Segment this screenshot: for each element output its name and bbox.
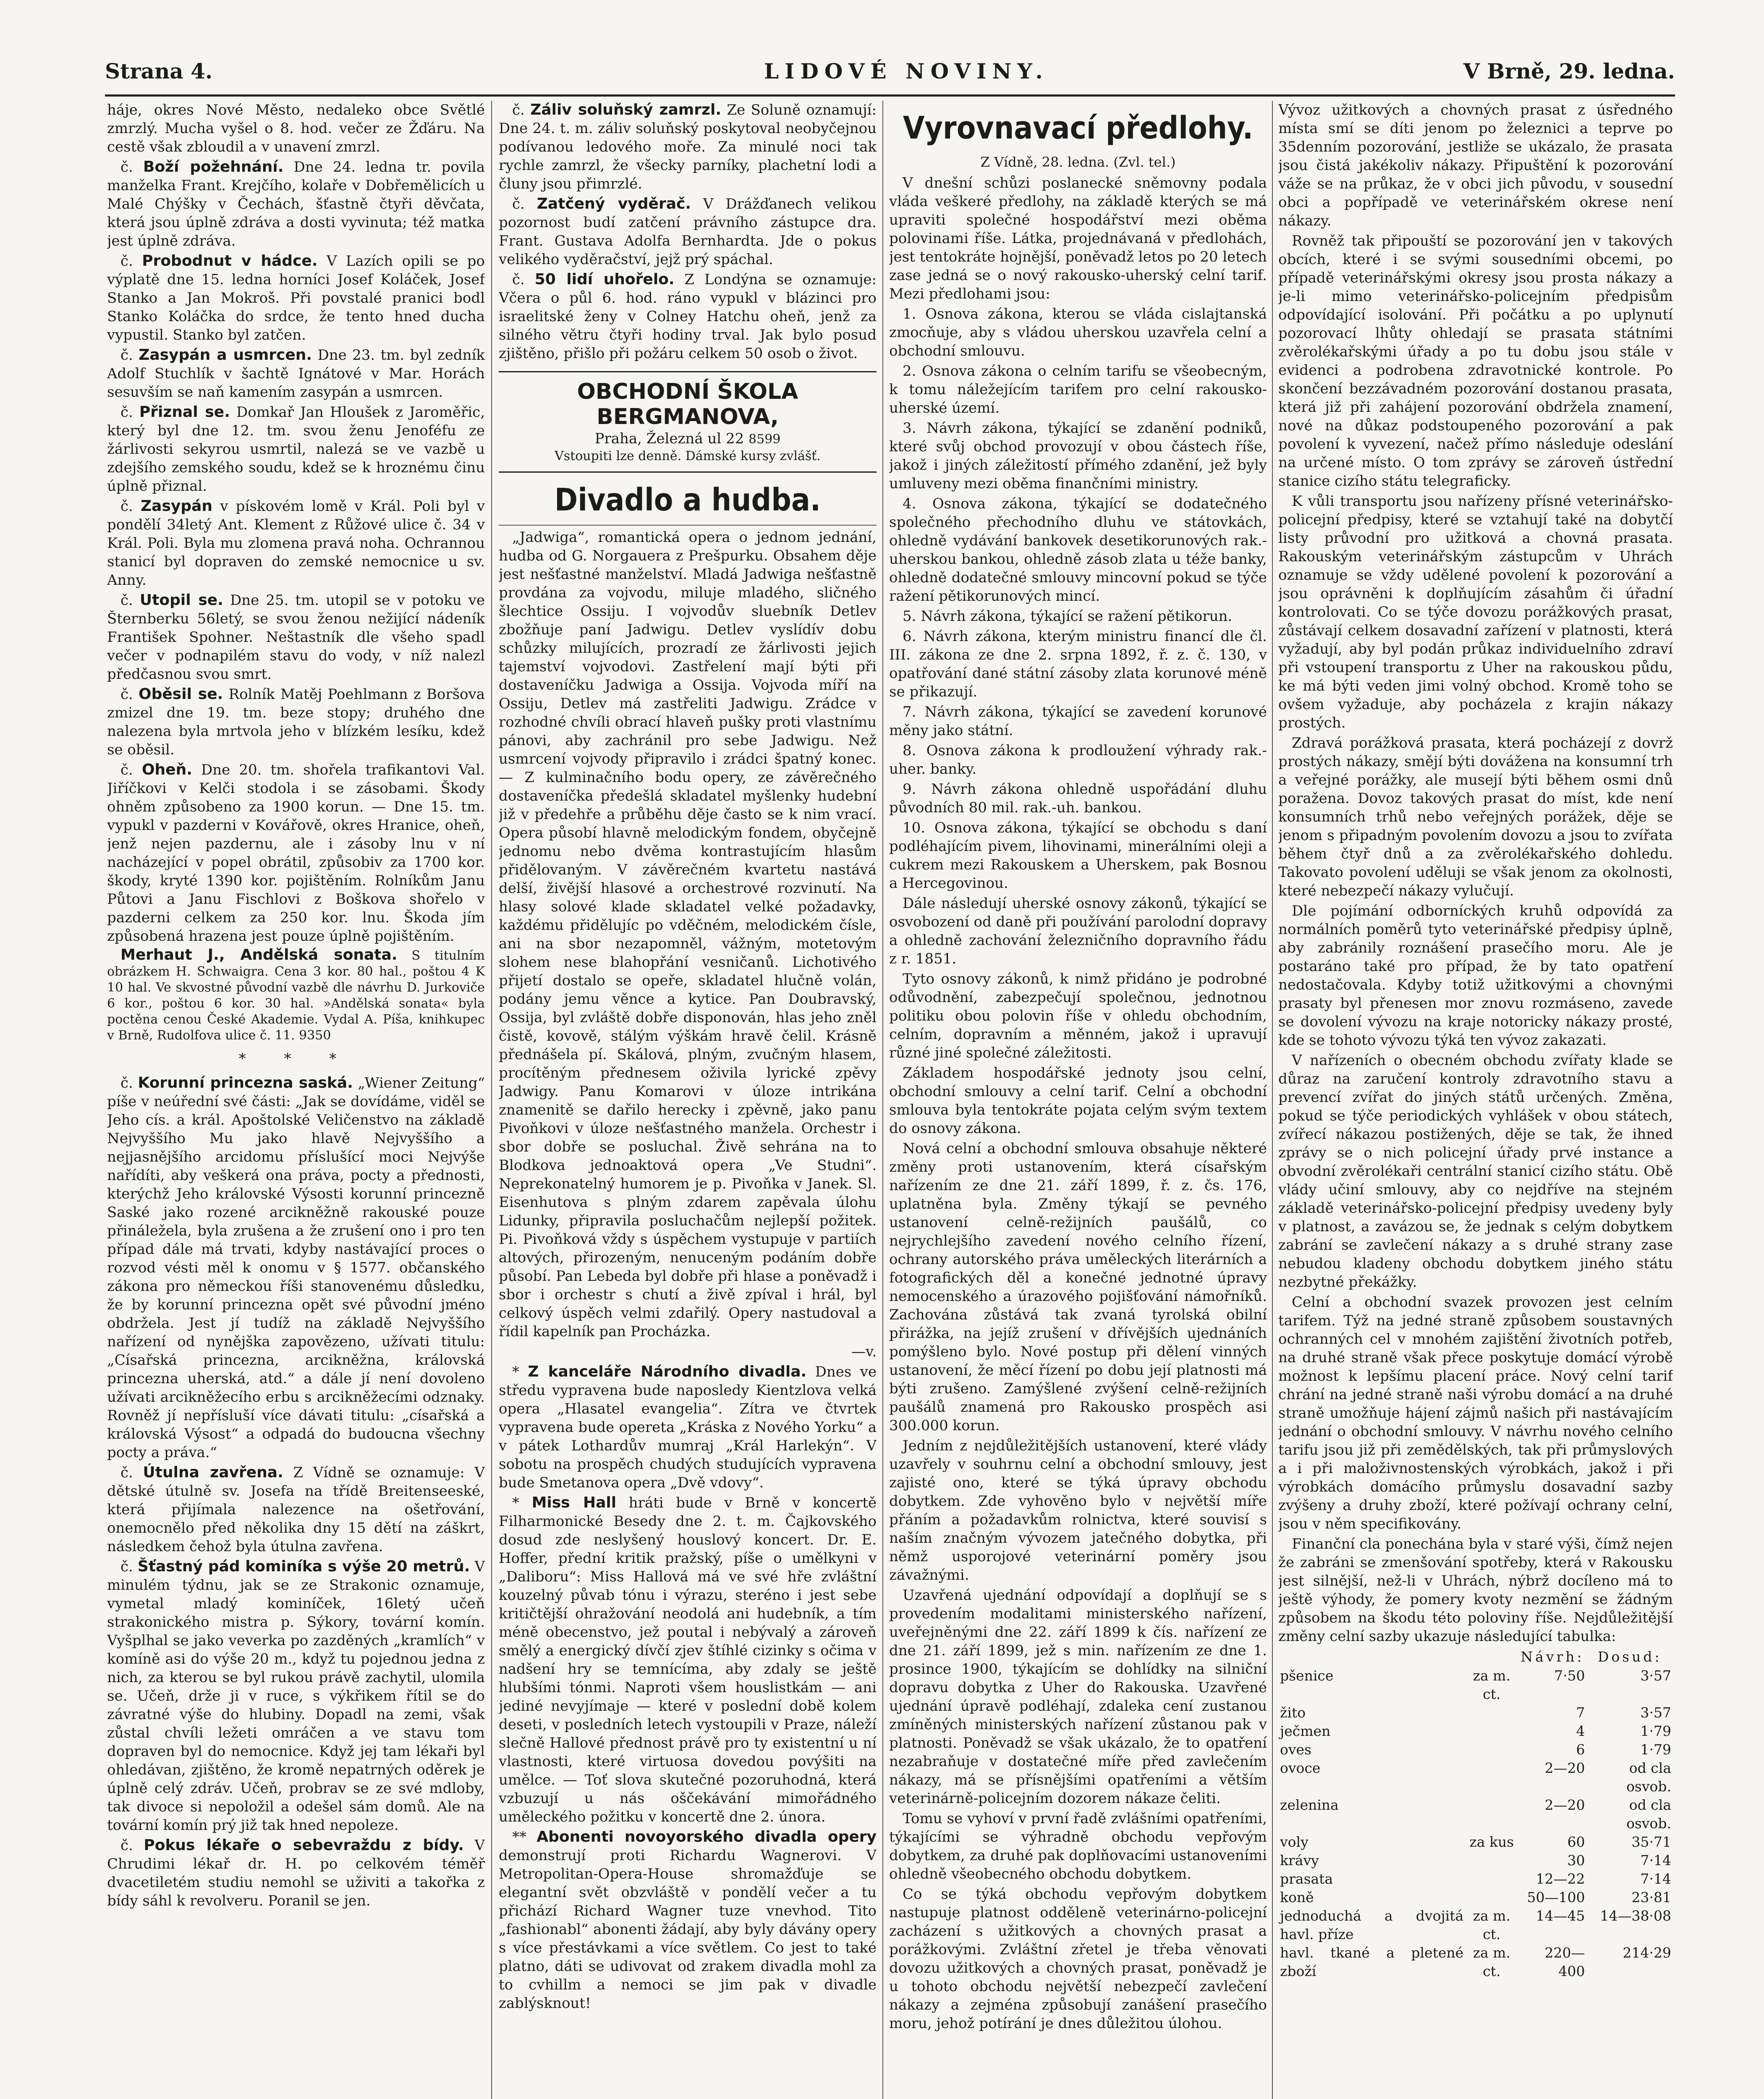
header-rule [105,94,1675,97]
tariff-col-proposal: Návrh: [1521,1649,1584,1665]
column-divider [882,101,883,2099]
news-item: č. Korunní princezna saská. „Wiener Zeitung“ píše v neúřední své části: „Jak se dovídáme, viděl se Jeho cís. a král. Apoštolské Veličenstvo na základě Nejvyššího Mu jako hlavě Nejvyššího a nejjasnějšího arcidomu příslušící moci Nejvýše nařídíti, aby veškerá ona práva, pocty a přednosti, kterýchž Jeho královské Výsosti korunní princezně Saské jako rozené arcikněžně rakouské pouze přináležela, byla zrušena a že zrušení ono i pro ten případ dále má trvati, kdyby nastávající proces o rozvod vésti měl k onomu v § 1577. občanského zákona pro německou říši stanovenému důsledku, že by korunní princezna opět své původní jméno obdržela. Jest jí tudíž na základě Nejvyššího nařízení od nynějška zapovězeno, užívati titulu: „Císařská princezna, arcikněžna, královská princezna uherská, atd.“ a dále jí není dovoleno užívati arcikněžecího erbu s arcikněžecími odznaky. Rovněž jí nepřísluší více dávati titulu: „císařská a královská Výsost“ a odpadá do budoucna všechny pocty a práva.“ [107,1074,485,1461]
title-rule [499,525,877,526]
table-row [1278,1667,1673,1704]
book-title: Merhaut J., Andělská sonata. [120,946,398,963]
tariff-table [1278,1647,1673,1981]
news-headline: Šťastný pád kominíka s výše 20 metrů. [137,1558,470,1575]
tariff-unit: za m. ct. [1473,1667,1510,1702]
news-body: demonstrují proti Richardu Wagnerovi. V Metropolitan-Opera-House shromažďuje se elegantní svět obzvláště v pondělí večer a tu přichází Richard Wagner tuze vnevhod. Tito „fashionabl“ abonenti žádají, aby byly dávány opery s více přestávkami a více světlem. Co jest to také platno, dáti se udivovat od zrakem divadla mohl za to cvhillm a nemoci se jim pak v divadle zablýsknout! [499,1847,877,2012]
tariff-col-current: Dosud: [1597,1649,1662,1665]
news-body: Domkař Jan Hloušek z Jaroměřic, který byl dne 12. tm. svou ženu Jenoféfu ze žárlivosti sekyrou usmrtil, nalezá se ve vazbě u zdejšího zemského soudu, kdež se k hroznému činu úplně přiznal. [107,404,485,495]
tariff-item: oves [1280,1741,1311,1758]
tariff-item: prasata [1280,1871,1333,1887]
ad-note: Vstoupiti lze denně. Dámské kursy zvlášť. [555,449,821,463]
bill-item: 9. Návrh zákona ohledně uspořádání dluhu původních 80 mil. rak.-uh. bankou. [889,781,1267,816]
news-item: č. Záliv soluňský zamrzl. Ze Soluně oznamují: Dne 24. t. m. záliv soluňský poskytoval neobyčejnou podívanou ledového moře. Za minulé noci tak rychle zamrzl, že všecky parníky, plachetní lodi a čluny jsou přimrzlé. [499,101,877,192]
review-text: „Jadwiga“, romantická opera o jednom jednání, hudba od G. Norgauera z Prešpurku. Obsahem děje jest nešťastné manželství. Mladá Jadwiga nešťastně provdána za vojvodu, miluje mladého, sličného šlechtice Ossiju. I vojvodův sluebník Detlev zbožňuje paní Jadwigu. Detlev vyslídív dobu schůzky milujících, prozradí ze žárlivosti jejich tajemství vojvodovi. Zastřelení mají býti při dostaveníčku Jadwiga a Ossija. Vojvoda míří na Ossiju, Detlev má zastřeliti Jadwigu. Zrádce v rozhodné chvíli obrací hlaveň pušky proti vlastnímu pánovi, aby zachránil pro sebe Jadwigu. Než usmrcení vojvody připravilo i zrádci špatný konec. — Z kulminačního bodu opery, ze závěrečného dostaveníčka předešlá skladatel myšlenky hudební již v předehře a průběhu děje často se k nim vrací. Opera působí hlavně melodickým fondem, obyčejně jednomu nebo dvěma kontrastujícím hlasům přidělovaným. V závěrečném kvartetu nastává delší, živější hlasové a orchestrové rozvinutí. Na hlasy solové klade skladatel velké požadavky, každému přidělujíc po vděčném, melodickém čísle, ani na sbor nezapomněl, vážným, motetovým slohem nese blahopřání vesničanů. Lichotivého přijetí dostalo se opeře, skladatel hlučně volán, podány jemu věnce a kytice. Pan Doubravský, Ossija, byl zvláště dobře disponován, hlas jeho zněl čistě, kovově, stálým výškám hravě čelil. Krásně přednášela pí. Skálová, plným, zvučným hlasem, procítěným přednesem oživila lyrické zpěvy Jadwigy. Panu Komarovi v úloze intrikána znamenitě se dařilo herecky i zpěvně, jako panu Pivoňkovi v úloze nešťastného manžela. Orchestr i sbor dobře se posluchal. Živě sehrána na to Blodkova jednoaktová opera „Ve Studni“. Neprekonatelný humorem je p. Pivoňka v Janek. Sl. Eisenhutova s plným zdarem zapěvala úlohu Lidunky, připravila posluchačům nejlepší požitek. Pi. Pivoňková vždy s úspěchem vystupuje v partiích altových, přirozeným, nenuceným podáním dobře působí. Pan Lebeda byl dobře při hlase a poněvadž i sbor i orchestr s chutí a živě zpíval i hrál, byl celkový úspěch velmi zdařilý. Opery nastudoval a řídil kapelník pan Procházka. [499,529,877,1340]
table-row [1278,1944,1673,1981]
tariff-unit [1465,1740,1518,1759]
tariff-current: 3·57 [1640,1667,1671,1684]
tariff-current: 7·14 [1640,1852,1671,1869]
ad-address [499,429,877,448]
review-signature: —v. [851,1343,877,1360]
news-item: č. Šťastný pád kominíka s výše 20 metrů. V minulém týdnu, jak se ze Strakonic oznamuje, vymetal mladý kominíček, 16letý učeň strakonického mistra p. Sýkory, tovární komín. Vyšplhal se jako veverka po zazděných „kramlích“ v komíně asi do výše 20 m., když tu pojednou jedna z nich, za kterou se byl rukou právě zachytil, ulomila se. Učeň, drže ji v ruce, s výkřikem řítil se do závratné výše do hlubiny. Dopadl na zemi, však zůstal chvíli ležeti omráčen a ve stavu tom dopraven byl do nemocnice. Když jej tam lékaři byl ohledávan, zjištěno, že kromě nepatrných oděrek je úplně celý zdráv. Učeň, probrav se ze své mdloby, tak divoce si nepoložil a odešel sám domů. Ale na tovární komín prý již tak hned nepoleze. [107,1558,485,1834]
article-paragraph: V dnešní schůzi poslanecké sněmovny podala vláda veškeré předlohy, na základě kterých se má upraviti společné hospodářství mezi oběma polovinami říše. Látka, projednávaná v předlohách, jest tentokráte hojnější, poněvadž letos po 20 letech zase jedná se o nový rakousko-uherský celní tarif. Mezi předlohami jsou: [889,175,1267,302]
news-body: V Drážďanech velikou pozornost budí zatčení právního zástupce dra. Frant. Gustava Adolfa Bernhardta. Jde o pokus velikého vyděračství, jejž prý spáchal. [499,196,877,268]
tariff-unit [1465,1796,1518,1833]
ad-number: 9350 [299,1028,331,1043]
news-headline: Přiznal se. [139,403,230,421]
news-item: * Miss Hall hráti bude v Brně v koncertě Filharmonické Besedy dne 2. t. m. Čajkovského dosud zde neslyšený houslový koncert. Dr. E. Hoffer, přední kritik pražský, píše o umělkyni v „Daliboru“: Miss Hallová má ve své hře zvláštní kouzelný půvab tónu i výrazu, steréno i jest sebe kritičtější ohražování neodolá ani hudebník, a tím méně obecenstvo, jež poutal i nebývalý a zároveň smělý a energický dívčí zjev štíhlé cizinky s očima v nadšení hry se temnícíma, aby zdaly se ještě hlubšími tónmi. Naproti všem houslistkám — ani jediné nevyjímaje — které v poslední době kolem deseti, v posledních letech vystoupili v Praze, náleží slečně Hallové přednost právě pro ty existentní u ní vlastnosti, které virtuosa dovedou povýšiti na umělce. — Toť slova skutečné pozoruhodná, která vzbuzují u nás oščekávání mimořádného uměleckého požitku v koncertě dne 2. února. [499,1494,877,1825]
tariff-proposal: 14—45 [1536,1908,1585,1924]
bill-item: 5. Návrh zákona, týkající se ražení pětikorun. [903,608,1233,625]
news-headline: Miss Hall [531,1494,617,1511]
news-headline: Utopil se. [139,591,223,609]
tariff-current: 23·81 [1631,1889,1671,1905]
tariff-proposal: 50—100 [1527,1889,1585,1905]
article-paragraph: Rovněž tak připouští se pozorování jen v takových obcích, které i se svými sousedními obcemi, po případě veterinářskými okresy jsou prosta nákazy a je-li mimo veterinářsko-policejním předpisům odpovídající isolování. Při počátku a po uplynutí pozorovací lhůty ohledají se prasata státními zvěrolékařskými úřady a po tu dobu jsou stále v evidenci a podrobena zdravotnické kontrole. Po skončení bezzávadném pozorování dostanou prasata, která již při zahájení pozorování obdržela znamení, nové na důkaz podstoupeného pozorování a pak povolení k vyvezení, načež přímo následuje odeslání na určené místo. O tom zprávy se zároveň ústřední stanice cizího státu telegraficky. [1278,233,1673,489]
news-headline: Oheň. [141,761,192,778]
tariff-proposal: 60 [1567,1834,1585,1850]
tariff-unit [1465,1722,1518,1740]
table-row [1278,1833,1673,1851]
tariff-current: 3·57 [1640,1704,1671,1721]
table-row [1278,1796,1673,1833]
news-headline: 50 lidí uhořelo. [534,271,675,288]
bill-item: 4. Osnova zákona, týkající se dodatečného společného přechodního dluhu ve státovkách, ohledně vydávání bankovek desetikorunových rak.-uherskou bankou, ohledně zásob zlata u téže banky, ohledně dodatečné smlouvy mincovní pokud se týče ražení pětikorunových mincí. [889,495,1267,605]
tariff-body [1278,1667,1673,1981]
article-paragraph: Zdravá porážková prasata, která pocházejí z dovrž prostých nákazy, smějí býti dovážena na konsumní trh a veřejné porážky, ale musejí býti během osmi dnů poražena. Dovoz takových prasat do míst, kde není konsumních trhů nebo veřejných porážek, děje se jenom s připadným povolením dovozu a jsou to zvířata během čtyř dnů a za zvěrolékařského dohledu. Takovato povolení uděluji se však jenom za okolnosti, které nebezpečí nákazy vylučují. [1278,735,1673,899]
news-body: V Lazích opili se po výplatě dne 15. ledna horníci Josef Koláček, Josef Stanko a Jan Mokroš. Při povstalé pranici bodl Stanko Koláčka do srdce, že tento hned ducha vypustil. Stanko byl zatčen. [107,253,485,343]
tariff-unit [1465,1870,1518,1888]
article-paragraph: Celní a obchodní svazek provozen jest celním tarifem. Týž na jedné straně způsobem soustavných ochranných cel v mnohém zajištění životních potřeb, na druhé straně však přece poskytuje domácí výrobě možnost k lepšímu placení práce. Nový celní tarif chrání na jedné straně naši výrobu domácí a na druhé straně umožňuje hájení zájmů našich při nastávajícím jednání o obchodní smlouvy. V návrhu nového celního tarifu jsou již při zemědělských, tak při průmyslových a i při maloživnostenských výrobkách, jakož i při výrobkách domácího průmyslu dosavadní sazby zvýšeny a druhy zboží, které požívají ochrany celní, jsou v něm specifikovány. [1278,1294,1673,1532]
news-body: Z Vídně se oznamuje: V dětské útulně sv. Josefa na třídě Breitenseeské, která přijímala nalezence na ošetřování, onemocnělo před několika dny 15 dětí na záškrt, následkem čehož byla útulna zavřena. [107,1464,485,1555]
news-body: v pískovém lomě v Král. Poli byl v pondělí 34letý Ant. Klement z Růžové ulice č. 34 v Král. Poli. Byla mu zlomena pravá noha. Ochrannou stanicí byl dopraven do zemské nemocnice u sv. Anny. [107,498,485,589]
page-header [105,59,1675,92]
table-row [1278,1888,1673,1907]
tariff-item: havl. tkané a pletené zboží [1280,1945,1464,1979]
news-item: č. Útulna zavřena. Z Vídně se oznamuje: V dětské útulně sv. Josefa na třídě Breitenseeské, která přijímala nalezence na ošetřování, onemocnělo před několika dny 15 dětí na záškrt, následkem čehož byla útulna zavřena. [107,1464,485,1555]
tariff-proposal: 7·50 [1554,1667,1585,1684]
bill-item: 7. Návrh zákona, týkající se zavedení korunové měny jako státní. [889,704,1267,739]
news-body: Dne 24. ledna tr. povila manželka Frant. Krejčího, kolaře v Dobřemělicích u Malé Chýšky v Čechách, šťastně čtyři děvčata, která jsou úplně zdráva a dosti vyvinuta; též matka jest úplně zdráva. [107,159,485,249]
news-body: Z Londýna se oznamuje: Včera o půl 6. hod. ráno vypukl v blázinci pro israelitské ženy v Colney Hatchu oheň, jenž za silného větru čtyři hodiny trval. Jak bylo posud zjištěno, přišlo při požáru celkem 50 osob o život. [499,271,877,362]
tariff-unit: za kus [1469,1834,1514,1850]
table-row [1278,1759,1673,1796]
tariff-item: jednoduchá a dvojitá havl. příze [1280,1908,1464,1942]
column-2 [499,101,877,2099]
tariff-item: ovoce [1280,1760,1321,1776]
tariff-col-item [1278,1647,1465,1667]
tariff-current: 14—38·08 [1600,1908,1671,1924]
news-body: Ze Soluně oznamují: Dne 24. t. m. záliv soluňský poskytoval neobyčejnou podívanou ledového moře. Za minulé noci tak rychle zamrzl, že všecky parníky, plachetní lodi a čluny jsou přimrzlé. [499,102,877,192]
column-divider [1272,101,1273,2099]
tariff-item: voly [1280,1834,1309,1850]
news-body: Dne 20. tm. shořela trafikantovi Val. Jiříčkovi v Kelči stodola i se zásobami. Škody ohněm způsobeno za 1900 korun. — Dne 15. tm. vypukl v pazderni v Kovářově, okres Hranice, oheň, jenž nejen pazdernu, ale i zásoby lnu v ní nacházející v popel obrátil, způsobiv za 1700 kor. škody, kryté 1390 kor. pojištěním. Rolníkům Janu Půtovi a Janu Fischlovi z Boškova shořelo v pazderni celkem za 250 kor. lnu. Škoda jím způsobená hrazena jest pouze úplně pojištěním. [107,762,485,945]
news-headline: Útulna zavřena. [143,1464,283,1481]
news-headline: Pokus lékaře o sebevraždu z bídy. [144,1837,464,1854]
tariff-current: od cla osvob. [1626,1797,1671,1832]
ad-number: 8599 [749,432,781,447]
article-paragraph: Dle pojímání odborníckých kruhů odpovídá za normálních poměrů tyto veterinářské předpisy úplně, aby zabránily roznášení prasečího moru. Ale je postaráno také pro případ, že by tato opatření nedostačovala. Kdyby totiž užitkovými a chovnými prasaty byl přenesen mor znovu rozmáseno, zavede se dovolení vývozu na kraje notoricky nákazy prosté, kde se tohoto vývozu týká ten vývoz zakazati. [1278,903,1673,1049]
tariff-proposal: 7 [1576,1704,1585,1721]
tariff-current: od cla osvob. [1626,1760,1671,1795]
news-body: Rolník Matěj Poehlmann z Boršova zmizel dne 19. tm. beze stopy; druhého dne nalezena byla mrtvola jeho v blízkém lesíku, kdež se oběsil. [107,686,485,758]
table-row [1278,1851,1673,1870]
article-text: háje, okres Nové Město, nedaleko obce Světlé zmrzlý. Mucha vyšel o 8. hod. večer ze Žďáru. Na cestě však zbloudil a v unavení zmrzl. [107,102,485,155]
tariff-current: 214·29 [1623,1945,1671,1961]
tariff-unit [1465,1759,1518,1796]
news-headline: Záliv soluňský zamrzl. [530,101,722,118]
issue-date: V Brně, 29. ledna. [1463,59,1675,84]
tariff-proposal: 30 [1567,1852,1585,1869]
table-row [1278,1907,1673,1944]
tariff-unit [1465,1704,1518,1722]
article-paragraph: Nová celní a obchodní smlouva obsahuje některé změny proti ustanovením, která císařským nařízením ze dne 21. září 1899, ř. z. čs. 176, uplatněna byla. Změny týkají se pevného ustanovení celně-režijních paušálů, co nejrychlejšího zavedení nového celního řízení, ochrany autorského práva uměleckých literárních a fotografických děl a konečné jednotné úpravy nemocenského a úrazového pojišťování námořníků. Zachována zůstává tak zvaná tyrolská obilní přirážka, na jejíž zrušení v dřívějších ujednáních pomýšleno bylo. Nové postup při dělení vinných ustanovení, že měcí řízení po dobu její platnosti má býti zrušeno. Zamýšlené zvýšení celně-režijních paušálů znamená pro Rakousko prospěch asi 300.000 korun. [889,1140,1267,1434]
article-paragraph: Finanční cla ponechána byla v staré výši, čímž nejen že zabráni se zmenšování spotřeby, která v Rakousku jest silnější, než-li v Uhrách, nýbrž docíleno má to ještě výhody, že pomery kvoty nezmění se žádným způsobem na škodu této poloviny říše. Nejdůležitější změny celní sazby ukazuje následující tabulka: [1278,1536,1673,1645]
news-body: V minulém týdnu, jak se ze Strakonic oznamuje, vymetal mladý kominíček, 16letý učeň strakonického mistra p. Sýkory, tovární komín. Vyšplhal se jako veverka po zazděných „kramlích“ v komíně asi do výše 20 m., když tu pojednou jedna z nich, za kterou se byl rukou právě zachytil, ulomila se. Učeň, drže ji v ruce, s výkřikem řítil se do závratné výše do hlubiny. Dopadl na zemi, však zůstal chvíli ležeti omráčen a ve stavu tom dopraven byl do nemocnice. Když jej tam lékaři byl ohledávan, zjištěno, že kromě nepatrných oděrek je úplně celý zdráv. Učeň, probrav se ze své mdloby, tak divoce si nepoložil a odešel sám domů. Ale na tovární komín prý již tak hned nepoleze. [107,1558,485,1834]
tariff-col-unit [1465,1647,1518,1667]
news-headline: Korunní princezna saská. [138,1074,353,1091]
tariff-proposal: 12—22 [1536,1871,1585,1887]
tariff-current: 1·79 [1640,1723,1671,1739]
table-row [1278,1722,1673,1740]
article-paragraph: Uzavřená ujednání odpovídají a doplňují se s provedením modalitami ministerského nařízení, uveřejněnými dne 22. září 1899 k čís. nařízení ze dne 21. září 1899, jež s min. nařízením ze dne 1. prosince 1900, týkajícím se dohlídky na silniční dopravu dobytka z Uher do Rakouska. Uzavřené ujednání úpravě podléhají, zdaleka cení zustanou zmíněných ministerských nařízení zůstanou pak v platnosti. Poněvadž se však ukázalo, že to opatření nezabraňuje v dostatečné míře před zavlečením nákazy, má se přísnějšími opatřeními a větším veterinárně-policejním dozorem nákaze čeliti. [889,1587,1267,1807]
tariff-proposal: 220—400 [1544,1945,1585,1979]
bill-item: 1. Osnova zákona, kterou se vláda cislajtanská zmocňuje, aby s vládou uherskou uzavřela celní a obchodní smlouvu. [889,306,1267,359]
news-item: č. Utopil se. Dne 25. tm. utopil se v potoku ve Šternberku 56letý, se svou ženou nežijící nádeník František Spohner. Neštastník dle všeho spadl večer v podnapilém stavu do vody, v níž nalezl předčasnou svou smrt. [107,591,485,683]
tariff-current: 1·79 [1640,1741,1671,1758]
tariff-proposal: 6 [1576,1741,1585,1758]
news-headline: Zatčený vyděrač. [537,195,691,212]
news-item: č. Probodnut v hádce. V Lazích opili se po výplatě dne 15. ledna horníci Josef Koláček, Josef Stanko a Jan Mokroš. Při povstalé pranici bodl Stanko Koláčka do srdce, že tento hned ducha vypustil. Stanko byl zatčen. [107,252,485,343]
article-paragraph: Vývoz užitkových a chovných prasat z úsředného místa smí se díti jenom po železnici a teprve po 35denním pozorování, jestliže se ukázalo, že prasata jsou čistá jakékoliv nákazy. Připuštění k pozorování váže se na průkaz, že v obci jich původu, v sousední obci a popřípadě ve veterinářském okrese není nákazy. [1278,102,1673,229]
news-headline: Zasypán a usmrcen. [139,346,312,364]
news-item: č. Oběsil se. Rolník Matěj Poehlmann z Boršova zmizel dne 19. tm. beze stopy; druhého dne nalezena byla mrtvola jeho v blízkém lesíku, kdež se oběsil. [107,686,485,758]
news-body: hráti bude v Brně v koncertě Filharmonické Besedy dne 2. t. m. Čajkovského dosud zde neslyšený houslový koncert. Dr. E. Hoffer, přední kritik pražský, píše o umělkyni v „Daliboru“: Miss Hallová má ve své hře zvláštní kouzelný půvab tónu i výrazu, steréno i jest sebe kritičtější ohražování neodolá ani hudebník, a tím méně obecenstvo, jež poutal i nebývalý a zároveň smělý a energický dívčí zjev štíhlé cizinky s očima v nadšení hry se temnícíma, aby zdaly se ještě hlubšími tónmi. Naproti všem houslistkám — ani jediné nevyjímaje — které v poslední době kolem deseti, v posledních letech vystoupili v Praze, náleží slečně Hallové přednost právě pro ty existentní u ní vlastnosti, které virtuosa dovedou povýšiti na umělce. — Toť slova skutečné pozoruhodná, která vzbuzují u nás oščekávání mimořádného uměleckého požitku v koncertě dne 2. února. [499,1494,877,1825]
tariff-item: pšenice [1280,1667,1334,1684]
article-paragraph: Dále následují uherské osnovy zákonů, týkající se osvobození od daně při používání parolodní dopravy a ohledně zachování železničního dopravního řádu z r. 1851. [889,895,1267,967]
news-item: č. Zatčený vyděrač. V Drážďanech velikou pozornost budí zatčení právního zástupce dra. Frant. Gustava Adolfa Bernhardta. Jde o pokus velikého vyděračství, jejž prý spáchal. [499,195,877,268]
tariff-header-row [1278,1647,1673,1667]
school-advertisement [499,371,877,473]
news-item: * Z kanceláře Národního divadla. Dnes ve středu vypravena bude naposledy Kientzlova velká opera „Hlasatel evangelia“. Zítra ve čtvrtek vypravena bude opereta „Kráska z Nového Yorku“ a v pátek Lothardův mumraj „Král Harlekýn“. V sobotu na prospěch chudých studujících vypravena bude Smetanova opera „Dvě vdovy“. [499,1363,877,1491]
tariff-item: koně [1280,1889,1314,1905]
book-notice-body: S titulním obrázkem H. Schwaigra. Cena 3 kor. 80 hal., poštou 4 K 10 hal. Ve skvostné původní vazbě dle návrhu D. Jurkoviče 6 kor., poštou 6 kor. 30 hal. »Andělská sonata« byla poctěna cenou České Akademie. Vydal A. Píša, knihkupec v Brně, Rudolfova ulice č. 11. [107,948,485,1043]
tariff-current: 7·14 [1640,1871,1671,1887]
article-paragraph: V nařízeních o obecném obchodu zvířaty klade se důraz na zaručení kontroly zdravotního stavu a prevencí zvířat do jiných států určených. Změna, pokud se týče periodických vyhlášek v obou státech, zvířecí nákazou postižených, děje se tak, že ihned zprávy se o nich policejní úřady prvé instance a obvodní zvěrolékaři centrální stanicí cizího státu. Obě vlády učiní smlouvy, aby co nejdříve na stejném základě veterinářsko-policejní předpisy uvedeny byly v platnost, a zavázou se, že jednak s celým dobytkem zabrání se zavlečení nákazy a s druhé strany zase nebudou kladeny obchodu dobytkem jiného státu nezbytné překážky. [1278,1052,1673,1290]
news-item: č. Zasypán v pískovém lomě v Král. Poli byl v pondělí 34letý Ant. Klement z Růžové ulice č. 34 v Král. Poli. Byla mu zlomena pravá noha. Ochrannou stanicí byl dopraven do zemské nemocnice u sv. Anny. [107,497,485,589]
news-body: Dne 25. tm. utopil se v potoku ve Šternberku 56letý, se svou ženou nežijící nádeník František Spohner. Neštastník dle všeho spadl večer v podnapilém stavu do vody, v níž nalezl předčasnou svou smrt. [107,592,485,683]
news-item: č. Přiznal se. Domkař Jan Hloušek z Jaroměřic, který byl dne 12. tm. svou ženu Jenoféfu ze žárlivosti sekyrou usmrtil, nalezá se ve vazbě u zdejšího zemského soudu, kdež se k hroznému činu úplně přiznal. [107,403,485,495]
article-paragraph: K vůli transportu jsou nařízeny přísné veterinářsko-policejní předpisy, které se vztahují také na dobytčí listy průvodní pro užitková a chovná prasata. Rakouským veterinářským zástupcům v Uhrách oznamuje se vždy udělené povolení k pozorování a jsou oprávněni k doplňujícím zásahům či úřadní kontrolovati. Co se týče dovozu porážkových prasat, zůstávají celkem dosavadní zařízení v platnosti, která vyžadují, aby byl podán průkaz individuelního zdraví při vstoupení transportu z Uher na rakouskou půdu, ke má býti veden jimi volný obchod. Kromě toho se ovšem vyžaduje, aby pocházela z krajin nákazy prostých. [1278,493,1673,731]
tariff-proposal: 2—20 [1544,1797,1585,1813]
article-title: Vyrovnavací předlohy. [903,110,1254,146]
tariff-unit: za m. ct. [1473,1908,1510,1942]
page-number: Strana 4. [105,59,213,84]
bill-item: 8. Osnova zákona k prodloužení výhrady rak.-uher. banky. [889,742,1267,777]
news-item: č. Oheň. Dne 20. tm. shořela trafikantovi Val. Jiříčkovi v Kelči stodola i se zásobami. Škody ohněm způsobeno za 1900 korun. — Dne 15. tm. vypukl v pazderni v Kovářově, okres Hranice, oheň, jenž nejen pazdernu, ale i zásoby lnu v ní nacházející v popel obrátil, způsobiv za 1700 kor. škody, kryté 1390 kor. pojištěním. Rolníkům Janu Půtovi a Janu Fischlovi z Boškova shořelo v pazderni celkem za 250 kor. lnu. Škoda jím způsobená hrazena jest pouze úplně pojištěním. [107,761,485,945]
table-row [1278,1704,1673,1722]
news-item: č. Boží požehnání. Dne 24. ledna tr. povila manželka Frant. Krejčího, kolaře v Dobřemělicích u Malé Chýšky v Čechách, šťastně čtyři děvčata, která jsou úplně zdráva a dosti vyvinuta; též matka jest úplně zdráva. [107,158,485,249]
column-divider [491,101,492,2099]
tariff-proposal: 4 [1576,1723,1585,1739]
tariff-item: krávy [1280,1852,1319,1869]
section-divider: * * * [238,1050,353,1067]
tariff-unit: za m. ct. [1473,1945,1510,1979]
news-item: č. 50 lidí uhořelo. Z Londýna se oznamuje: Včera o půl 6. hod. ráno vypukl v blázinci pro israelitské ženy v Colney Hatchu oheň, jenž za silného větru čtyři hodiny trval. Jak bylo posud zjištěno, přišlo při požáru celkem 50 osob o život. [499,271,877,362]
news-body: „Wiener Zeitung“ píše v neúřední své části: „Jak se dovídáme, viděl se Jeho cís. a král. Apoštolské Veličenstvo na základě Nejvyššího Mu jako hlavě Nejvyššího a nejjasnějšího arcidomu příslušící moci Nejvýše nařídíti, aby veškerá ona práva, pocty a přednosti, kterýchž Jeho královské Výsosti korunní princezně Saské jako rozené arcikněžně rakouské pouze přináležela, byla zrušena a že zrušení ono i pro ten případ dále má trvati, kdyby nastávající proces o rozvod vésti měl k onomu v § 1577. občanského zákona pro německou říši stanovenému důsledku, že by korunní princezna opět své původní jméno obdržela. Jest jí tudíž na základě Nejvyššího nařízení od nynějška zapovězeno, užívati titulu: „Císařská princezna, arcikněžna, královská princezna uherská, atd.“ a dále jí není dovoleno užívati arcikněžecího erbu s arcikněžecími odznaky. Rovněž jí nepřísluší více dávati titulu: „císařská a královská Výsost“ a odpadá do budoucna všechny pocty a práva.“ [107,1075,485,1461]
news-headline: Z kanceláře Národního divadla. [528,1363,807,1380]
article-paragraph: Základem hospodářské jednoty jsou celní, obchodní smlouvy a celní tarif. Celní a obchodní smlouva byla tentokráte pojata celým svým textem do osnovy zákona. [889,1065,1267,1137]
news-item: č. Pokus lékaře o sebevraždu z bídy. V Chrudimi lékař dr. H. po celkovém téměř dvacetiletém studiu nemohl se uživiti a takořka z bídy sáhl k revolveru. Poranil se jen. [107,1837,485,1909]
tariff-item: žito [1280,1704,1306,1721]
column-3 [889,101,1267,2099]
news-body: Dne 23. tm. byl zedník Adolf Stuchlík v šachtě Ignátové v Mar. Horách sesuvším se naň kamením zasypán a usmrcen. [107,347,485,400]
news-headline: Zasypán [141,497,213,515]
column-1 [107,101,485,2099]
news-body: V Chrudimi lékař dr. H. po celkovém téměř dvacetiletém studiu nemohl se uživiti a takořka z bídy sáhl k revolveru. Poranil se jen. [107,1837,485,1909]
news-headline: Probodnut v hádce. [142,252,318,270]
section-title: Divadlo a hudba. [554,482,821,518]
article-dateline: Z Vídně, 28. ledna. (Zvl. tel.) [980,154,1176,170]
ad-address-text: Praha, Železná ul 22 [594,430,744,447]
tariff-item: ječmen [1280,1723,1331,1739]
bill-item: 2. Osnova zákona o celním tarifu se všeobecným, k tomu náležejícím tarifem pro celní rakousko-uherské území. [889,363,1267,416]
news-item: č. Zasypán a usmrcen. Dne 23. tm. byl zedník Adolf Stuchlík v šachtě Ignátové v Mar. Horách sesuvším se naň kamením zasypán a usmrcen. [107,346,485,400]
news-headline: Abonenti novoyorského divadla opery [537,1828,877,1845]
news-item: ** Abonenti novoyorského divadla opery demonstrují proti Richardu Wagnerovi. V Metropolitan-Opera-House shromažďuje se elegantní svět obzvláště v pondělí večer a tu přichází Richard Wagner tuze vnevhod. Tito „fashionabl“ abonenti žádají, aby byly dávány opery s více přestávkami a více světlem. Co jest to také platno, dáti se udivovat od zrakem divadla mohl za to cvhillm a nemoci se jim pak v divadle zablýsknout! [499,1828,877,2012]
tariff-item: zelenina [1280,1797,1339,1813]
article-paragraph: Tomu se vyhoví v první řadě zvlášními opatřeními, týkajícími se výhradně obchodu vepřovým dobytkem, za druhé pak doplňovacími ustanoveními ohledně všeobecného obchodu dobytkem. [889,1810,1267,1882]
table-row [1278,1870,1673,1888]
news-headline: Boží požehnání. [143,158,284,175]
tariff-proposal: 2—20 [1544,1760,1585,1776]
article-paragraph: Co se týká obchodu vepřovým dobytkem nastupuje platnost odděleně veterinárno-policejní zacházení s užitkových a chovných prasat a porážkovými. Zvláštní zřetel je třeba věnovati dovozu užitkových a chovných prasat, poněvadž je u tohoto obchodu největší nebezpečí zavlečení nákazy a zejména způsobují zanášení prasečího moru, jehož potírání je dnes důležitou úlohou. [889,1886,1267,2032]
tariff-unit [1465,1888,1518,1907]
bill-item: 6. Návrh zákona, kterým ministru financí dle čl. III. zákona ze dne 2. srpna 1892, ř. z. č. 130, v opatřování dané státní zásoby zlata korunové méně se přikazují. [889,628,1267,700]
news-headline: Oběsil se. [139,686,223,703]
book-notice [107,947,485,1044]
news-body: Dnes ve středu vypravena bude naposledy Kientzlova velká opera „Hlasatel evangelia“. Zítra ve čtvrtek vypravena bude opereta „Kráska z Nového Yorku“ a v pátek Lothardův mumraj „Král Harlekýn“. V sobotu na prospěch chudých studujících vypravena bude Smetanova opera „Dvě vdovy“. [499,1364,877,1491]
masthead: LIDOVÉ NOVINY. [764,59,1049,84]
ad-title: OBCHODNÍ ŠKOLA BERGMANOVA, [577,379,798,429]
column-4 [1278,101,1673,2099]
bill-item: 10. Osnova zákona, týkající se obchodu s daní podléhajícím pivem, lihovinami, minerálními oleji a cukrem mezi Rakouskem a Uherskem, pak Bosnou a Hercegovinou. [889,819,1267,892]
table-row [1278,1740,1673,1759]
tariff-current: 35·71 [1631,1834,1671,1850]
bill-item: 3. Návrh zákona, týkající se zdanění podniků, které svůj obchod provozují v obou částech říše, jakož i jiných záležitostí přímého zdanění, jež byly umluveny mezi oběma finančními ministry. [889,420,1267,492]
tariff-unit [1465,1851,1518,1870]
article-paragraph: Jedním z nejdůležitějších ustanovení, které vlády uzavřely v souhrnu celní a obchodní smlouvy, jest zajisté ono, které se týká úpravy obchodu dobytkem. Zde vyhověno bylo v největší míře přáním a požadavkům rolnictva, které souvisí s naším značným vývozem jatečného dobytka, při němž usporojové veterinární poměry jsou závažnými. [889,1437,1267,1583]
article-paragraph: Tyto osnovy zákonů, k nimž přidáno je podrobné odůvodnění, zabezpečují společnou, jednotnou politiku obou polovin říše v ohledu obchodním, celním, dopravním a měnném, jakož i upravují různé jiné společné záležitosti. [889,971,1267,1061]
